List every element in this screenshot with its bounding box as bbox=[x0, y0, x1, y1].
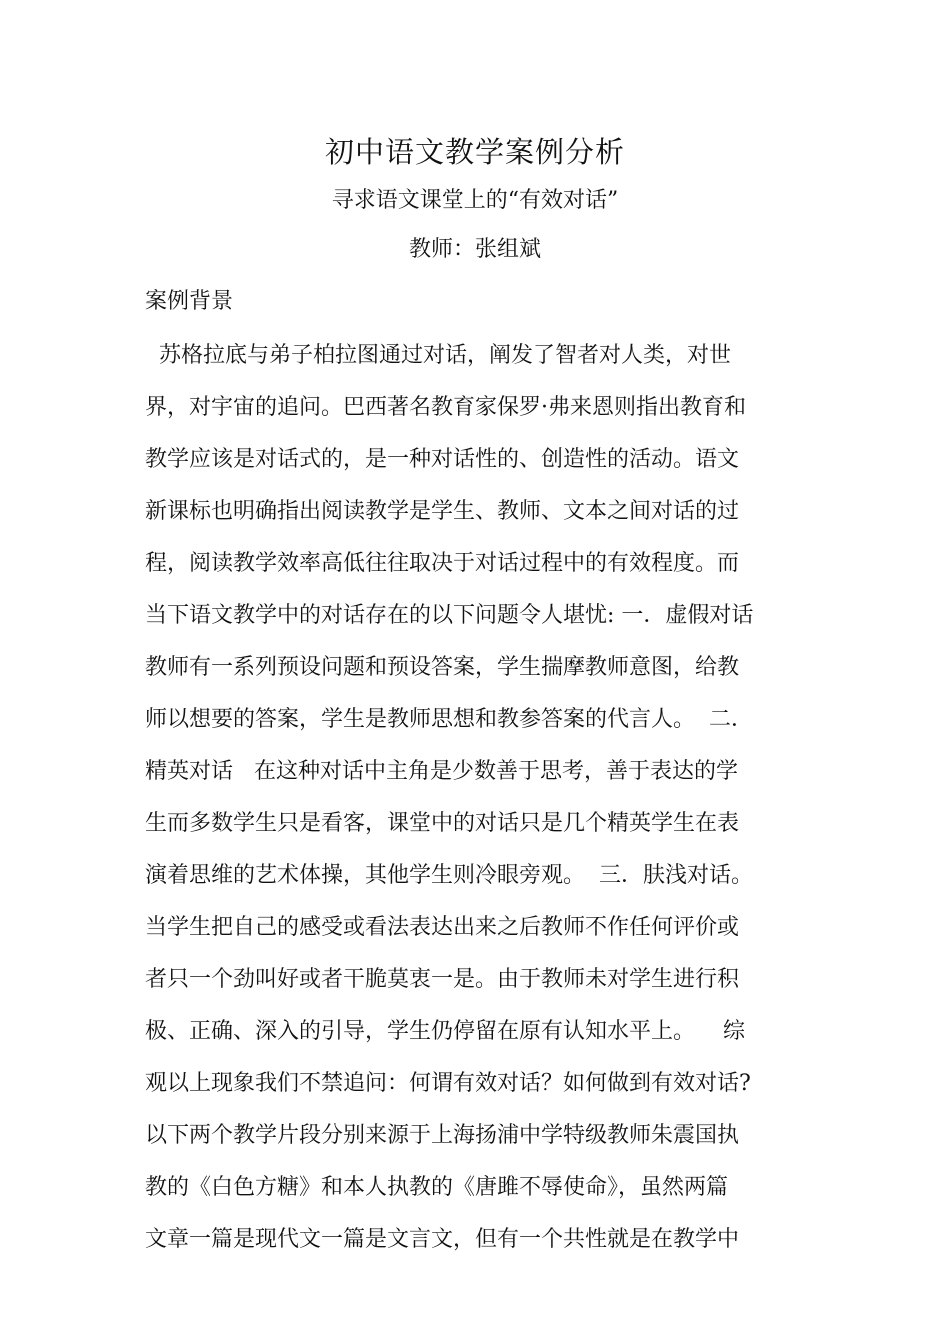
body-line: 者只一个劲叫好或者干脆莫衷一是。由于教师未对学生进行积 bbox=[145, 967, 740, 992]
body-line: 文章一篇是现代文一篇是文言文，但有一个共性就是在教学中 bbox=[145, 1227, 740, 1252]
body-line: 当学生把自己的感受或看法表达出来之后教师不作任何评价或 bbox=[145, 915, 740, 940]
body-line: 教学应该是对话式的，是一种对话性的、创造性的活动。语文 bbox=[145, 447, 740, 472]
body-line: 教的《白色方糖》和本人执教的《唐雎不辱使命》，虽然两篇 bbox=[145, 1175, 729, 1200]
body-line: 当下语文教学中的对话存在的以下问题令人堪忧: 一．虚假对话 bbox=[145, 603, 754, 628]
document-subtitle: 寻求语文课堂上的“有效对话” bbox=[331, 188, 619, 213]
body-line: 精英对话 在这种对话中主角是少数善于思考，善于表达的学 bbox=[145, 759, 738, 784]
document-title: 初中语文教学案例分析 bbox=[324, 135, 625, 169]
body-line: 演着思维的艺术体操，其他学生则冷眼旁观。 三．肤浅对话。 bbox=[145, 863, 753, 888]
body-line: 界，对宇宙的追问。巴西著名教育家保罗·弗来恩则指出教育和 bbox=[145, 395, 746, 420]
body-line: 程，阅读教学效率高低往往取决于对话过程中的有效程度。而 bbox=[145, 551, 740, 576]
document-author: 教师：张组斌 bbox=[408, 237, 541, 262]
body-text bbox=[145, 330, 815, 1266]
body-line: 师以想要的答案，学生是教师思想和教参答案的代言人。 二． bbox=[145, 707, 753, 732]
body-line: 以下两个教学片段分别来源于上海扬浦中学特级教师朱震国执 bbox=[145, 1123, 740, 1148]
body-line: 教师有一系列预设问题和预设答案，学生揣摩教师意图，给教 bbox=[145, 655, 740, 680]
body-line: 苏格拉底与弟子柏拉图通过对话，阐发了智者对人类，对世 bbox=[145, 343, 731, 368]
body-line: 极、正确、深入的引导，学生仍停留在原有认知水平上。 综 bbox=[145, 1019, 745, 1044]
body-line: 生而多数学生只是看客，课堂中的对话只是几个精英学生在表 bbox=[145, 811, 740, 836]
section-heading: 案例背景 bbox=[145, 289, 234, 314]
body-line: 观以上现象我们不禁追问：何谓有效对话？如何做到有效对话? bbox=[145, 1071, 751, 1096]
body-line: 新课标也明确指出阅读教学是学生、教师、文本之间对话的过 bbox=[145, 499, 740, 524]
